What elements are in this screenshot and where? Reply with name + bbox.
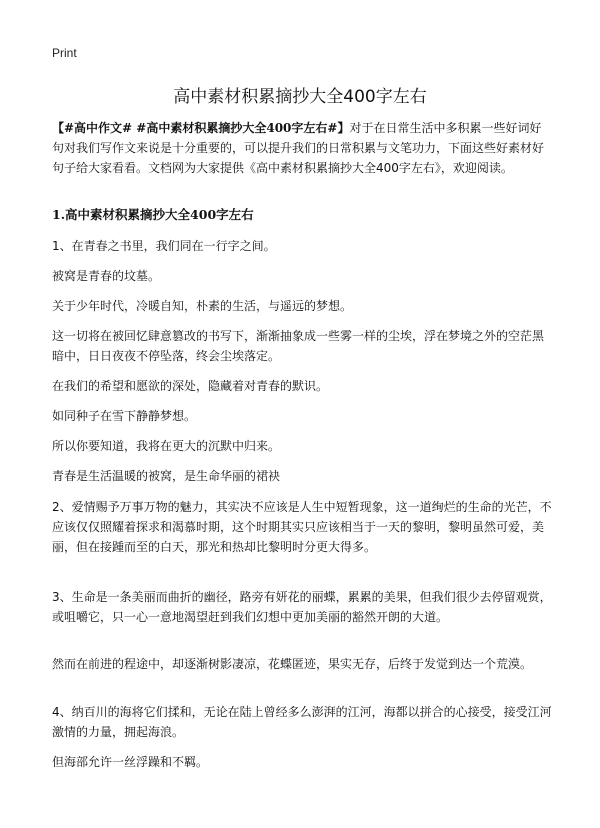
paragraph-11: 然而在前进的程途中，却逐渐树影凄凉，花蝶匿迹，果实无存，后终于发觉到达一个荒漠。 bbox=[52, 657, 533, 671]
paragraph-8: 青春是生活温暖的被窝，是生命华丽的裙袂 bbox=[52, 469, 281, 483]
intro-text: 对于在日常生活中多积累一些好词好句对我们写作文来说是十分重要的，可以提升我们的日常积累与文笔功力，下面这些好素材好句子给大家看看。文档网为大家提供《高中素材积累摘抄大全400字左右》，欢迎阅读。 bbox=[52, 121, 545, 175]
paragraph-5: 在我们的希望和愿欲的深处，隐藏着对青春的默识。 bbox=[52, 379, 329, 393]
paragraph-2: 被窝是青春的坟墓。 bbox=[52, 269, 161, 283]
paragraph-3: 关于少年时代，冷暖自知，朴素的生活，与遥远的梦想。 bbox=[52, 299, 353, 313]
paragraph-4: 这一切将在被回忆肆意篡改的书写下，渐渐抽象成一些雾一样的尘埃，浮在梦境之外的空茫黑暗中，日日夜夜不停坠落，终会尘埃落定。 bbox=[52, 329, 545, 363]
paragraph-7: 所以你要知道，我将在更大的沉默中归来。 bbox=[52, 439, 281, 453]
paragraph-1: 1、在青春之书里，我们同在一行字之间。 bbox=[52, 239, 276, 253]
intro-tag: 【#高中作文# #高中素材积累摘抄大全400字左右#】 bbox=[52, 121, 350, 135]
print-label: Print bbox=[52, 46, 77, 60]
intro-paragraph bbox=[52, 118, 552, 178]
section-title: 1.高中素材积累摘抄大全400字左右 bbox=[52, 207, 254, 222]
paragraph-6: 如同种子在雪下静静梦想。 bbox=[52, 409, 197, 423]
paragraph-10: 3、生命是一条美丽而曲折的幽径，路旁有妍花的丽蝶，累累的美果，但我们很少去停留观赏，或咀嚼它，只一心一意地渴望赶到我们幻想中更加美丽的豁然开朗的大道。 bbox=[52, 590, 552, 624]
paragraph-13: 但海部允许一丝浮躁和不羁。 bbox=[52, 755, 209, 769]
paragraph-12: 4、纳百川的海将它们揉和，无论在陆上曾经多么澎湃的江河，海都以拼合的心接受，接受江河激情的力量，拥起海浪。 bbox=[52, 705, 552, 739]
paragraph-9: 2、爱情赐予万事万物的魅力，其实决不应该是人生中短暂现象，这一道绚烂的生命的光芒，不应该仅仅照耀着探求和渴慕时期，这个时期其实只应该相当于一天的黎明，黎明虽然可爱，美丽，但在接踵而至的白天，那光和热却比黎明时分更大得多。 bbox=[52, 500, 552, 554]
page-title: 高中素材积累摘抄大全400字左右 bbox=[173, 87, 427, 107]
